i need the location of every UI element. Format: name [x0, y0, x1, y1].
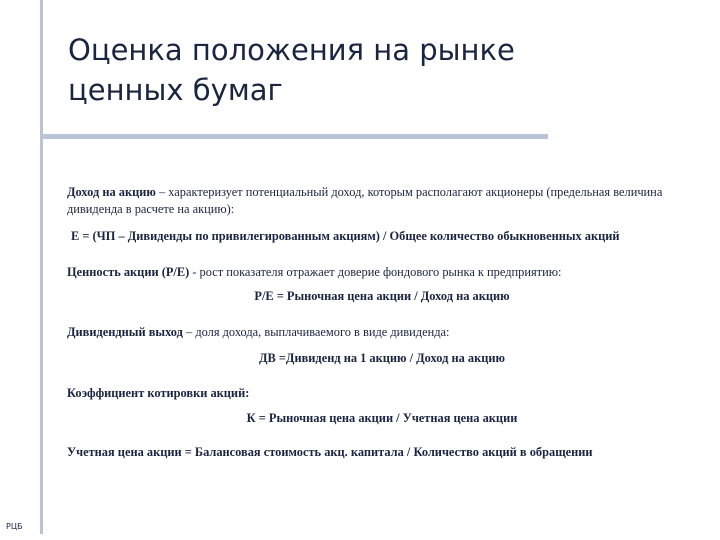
decorative-horizontal-line	[40, 134, 548, 139]
pe-formula: P/E = Рыночная цена акции / Доход на акцию	[254, 289, 510, 303]
pe-description: - рост показателя отражает доверие фондового рынка к предприятию:	[189, 265, 562, 279]
book-value-formula: Учетная цена акции = Балансовая стоимость акц. капитала / Количество акций в обращении	[67, 445, 593, 459]
slide-body	[67, 184, 697, 461]
eps-description: – характеризует потенциальный доход, которым располагают акционеры (предельная величина дивиденда в расчете на акцию):	[67, 185, 663, 216]
slide-title-line-2: ценных бумаг	[68, 73, 283, 107]
dividend-yield-term: Дивидендный выход	[67, 325, 183, 339]
eps-term: Доход на акцию	[67, 185, 156, 199]
pe-definition	[67, 264, 697, 281]
dividend-yield-description: – доля дохода, выплачиваемого в виде дивиденда:	[182, 325, 450, 339]
dividend-yield-formula: ДВ =Дивиденд на 1 акцию / Доход на акцию	[258, 351, 505, 365]
footer-label: РЦБ	[6, 522, 23, 531]
slide-title	[68, 30, 668, 110]
decorative-vertical-line	[40, 0, 43, 534]
dividend-yield-definition	[67, 324, 697, 341]
pe-term: Ценность акции (P/E)	[67, 265, 190, 279]
quote-ratio-formula: К = Рыночная цена акции / Учетная цена акции	[246, 411, 518, 425]
quote-ratio-label: Коэффициент котировки акций:	[67, 386, 250, 400]
slide-title-line-1: Оценка положения на рынке	[68, 33, 515, 67]
eps-definition	[67, 184, 697, 218]
eps-formula: E = (ЧП – Дивиденды по привилегированным акциям) / Общее количество обыкновенных акций	[71, 229, 620, 243]
